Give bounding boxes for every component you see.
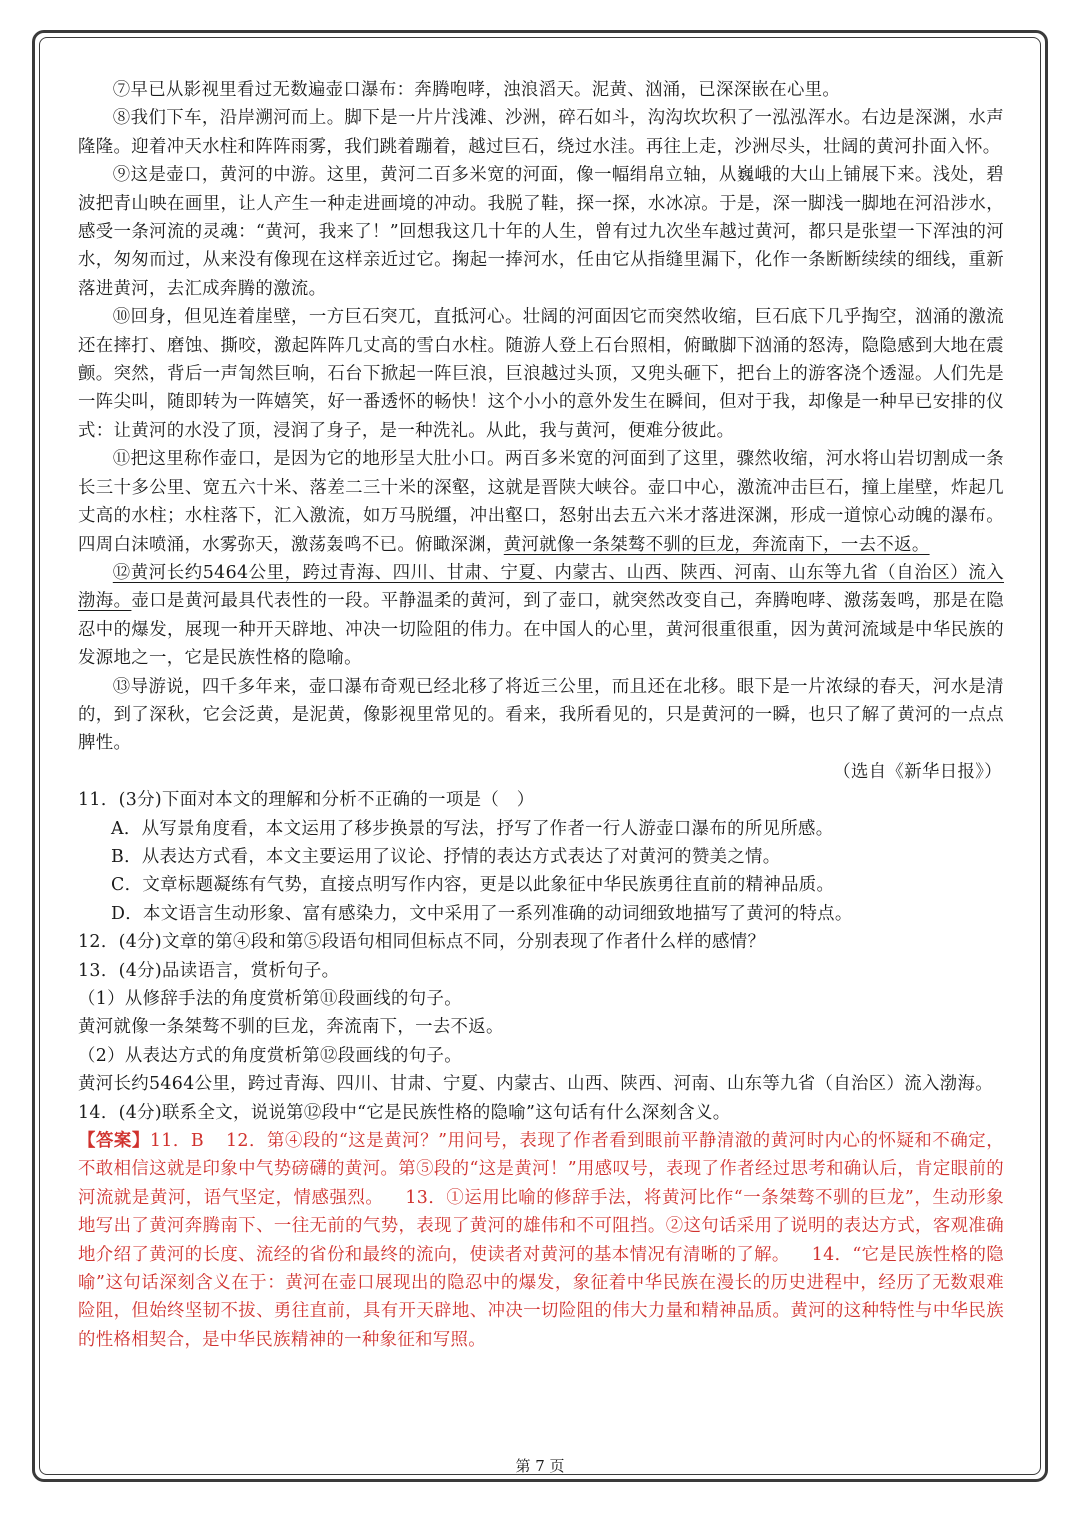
answer-12: 12．第④段的“这是黄河？”用问号，表现了作者看到眼前平静清澈的黄河时内心的怀疑和不确定，不敢相信这就是印象中气势磅礴的黄河。第⑤段的“这是黄河！”用感叹号，表现了作者经过思考和确认后，肯定眼前的河流就是黄河，语气坚定，情感强烈。 [78, 1131, 1005, 1208]
paragraph-12-underlined-sentence: ⑫黄河长约5464公里，跨过青海、四川、甘肃、宁夏、内蒙古、山西、陕西、河南、山东等九省（自治区）流入渤海。 [78, 562, 1004, 612]
paragraph-12 [78, 559, 1004, 673]
paragraph-11 [78, 445, 1004, 559]
paragraph-7: ⑦早已从影视里看过无数遍壶口瀑布：奔腾咆哮，浊浪滔天。泥黄、汹涌，已深深嵌在心里。 [112, 80, 841, 100]
page-number: 第 7 页 [515, 1457, 565, 1475]
source-citation: （选自《新华日报》） [833, 761, 1002, 782]
question-12: 12．(4分)文章的第④段和第⑤段语句相同但标点不同，分别表现了作者什么样的感情？ [78, 932, 766, 953]
question-13-part-2-sentence: 黄河长约5464公里，跨过青海、四川、甘肃、宁夏、内蒙古、山西、陕西、河南、山东等九省（自治区）流入渤海。 [78, 1074, 993, 1095]
paragraph-9: ⑨这是壶口，黄河的中游。这里，黄河二百多米宽的河面，像一幅绢帛立轴，从巍峨的大山上铺展下来。浅处，碧波把青山映在画里，让人产生一种走进画境的冲动。我脱了鞋，探一探，水冰凉。于是，深一脚浅一脚地在河沿涉水，感受一条河流的灵魂：“黄河，我来了！”回想我这几十年的人生，曾有过九次坐车越过黄河，都只是张望一下浑浊的河水，匆匆而过，从来没有像现在这样亲近过它。掬起一捧河水，任由它从指缝里漏下，化作一条断断续续的细线，重新落进黄河，去汇成奔腾的激流。 [78, 165, 1004, 299]
paragraph-11-underlined-sentence: 黄河就像一条桀骜不驯的巨龙，奔流南下，一去不返。 [503, 534, 930, 555]
question-14: 14．(4分)联系全文，说说第⑫段中“它是民族性格的隐喻”这句话有什么深刻含义。 [78, 1102, 731, 1123]
question-13: 13．(4分)品读语言，赏析句子。 [78, 960, 340, 981]
question-13-part-1: （1）从修辞手法的角度赏析第⑪段画线的句子。 [78, 989, 462, 1009]
answer-block [78, 1127, 1004, 1354]
paragraph-10: ⑩回身，但见连着崖壁，一方巨石突兀，直抵河心。壮阔的河面因它而突然收缩，巨石底下几乎掏空，汹涌的激流还在摔打、磨蚀、撕咬，激起阵阵几丈高的雪白水柱。随游人登上石台照相，俯瞰脚下汹涌的怒涛，隐隐感到大地在震颤。突然，背后一声訇然巨响，石台下掀起一阵巨浪，巨浪越过头顶，又兜头砸下，把台上的游客浇个透湿。人们先是一阵尖叫，随即转为一阵嬉笑，好一番透怀的畅快！这个小小的意外发生在瞬间，但对于我，却像是一种早已安排的仪式：让黄河的水没了顶，浸润了身子，是一种洗礼。从此，我与黄河，便难分彼此。 [78, 307, 1004, 441]
question-13-part-2: （2）从表达方式的角度赏析第⑫段画线的句子。 [78, 1045, 462, 1066]
question-11-option-b: B．从表达方式看，本文主要运用了议论、抒情的表达方式表达了对黄河的赞美之情。 [111, 846, 781, 867]
question-11-option-d: D．本文语言生动形象、富有感染力，文中采用了一系列准确的动词细致地描写了黄河的特点。 [111, 903, 853, 924]
paragraph-8: ⑧我们下车，沿岸溯河而上。脚下是一片片浅滩、沙洲，碎石如斗，沟沟坎坎积了一泓泓浑水。右边是深渊，水声隆隆。迎着冲天水柱和阵阵雨雾，我们跳着蹦着，越过巨石，绕过水洼。再往上走，沙洲尽头，壮阔的黄河扑面入怀。 [78, 108, 1004, 157]
document-body [78, 76, 1004, 1354]
paragraph-12-text: 壶口是黄河最具代表性的一段。平静温柔的黄河，到了壶口，就突然改变自己，奔腾咆哮、激荡轰鸣，那是在隐忍中的爆发，展现一种开天辟地、冲决一切险阻的伟力。在中国人的心里，黄河很重很重，因为黄河流域是中华民族的发源地之一，它是民族性格的隐喻。 [78, 591, 1004, 669]
question-11: 11．(3分)下面对本文的理解和分析不正确的一项是（ ） [78, 790, 535, 811]
question-13-part-1-sentence: 黄河就像一条桀骜不驯的巨龙，奔流南下，一去不返。 [78, 1017, 504, 1038]
question-11-option-c: C．文章标题凝练有气势，直接点明写作内容，更是以此象征中华民族勇往直前的精神品质。 [111, 875, 835, 896]
answer-14: 14．“它是民族性格的隐喻”这句话深刻含义在于：黄河在壶口展现出的隐忍中的爆发，象征着中华民族在漫长的历史进程中，经历了无数艰难险阻，但始终坚韧不拔、勇往直前，具有开天辟地、冲决一切险阻的伟大力量和精神品质。黄河的这种特性与中华民族的性格相契合，是中华民族精神的一种象征和写照。 [78, 1244, 1004, 1350]
paragraph-11-text: ⑪把这里称作壶口，是因为它的地形呈大肚小口。两百多米宽的河面到了这里，骤然收缩，河水将山岩切割成一条长三十多公里、宽五六十米、落差二三十米的深壑，这就是晋陕大峡谷。壶口中心，激流冲击巨石，撞上崖壁，炸起几丈高的水柱；水柱落下，汇入激流，如万马脱缰，冲出壑口，怒射出去五六米才落进深渊，形成一道惊心动魄的瀑布。四周白沫喷涌，水雾弥天，激荡轰鸣不已。俯瞰深渊， [78, 449, 1004, 555]
answer-tag: 【答案】 [78, 1131, 150, 1152]
answer-13: 13．①运用比喻的修辞手法，将黄河比作“一条桀骜不驯的巨龙”，生动形象地写出了黄河奔腾南下、一往无前的气势，表现了黄河的雄伟和不可阻挡。②这句话采用了说明的表达方式，客观准确地介绍了黄河的长度、流经的省份和最终的流向，使读者对黄河的基本情况有清晰的了解。 [78, 1187, 1004, 1265]
paragraph-13: ⑬导游说，四千多年来，壶口瀑布奇观已经北移了将近三公里，而且还在北移。眼下是一片浓绿的春天，河水是清的，到了深秋，它会泛黄，是泥黄，像影视里常见的。看来，我所看见的，只是黄河的一瞬，也只了解了黄河的一点点脾性。 [78, 676, 1004, 754]
question-11-option-a: A．从写景角度看，本文运用了移步换景的写法，抒写了作者一行人游壶口瀑布的所见所感。 [111, 818, 834, 839]
answer-11: 11．B [149, 1131, 204, 1152]
